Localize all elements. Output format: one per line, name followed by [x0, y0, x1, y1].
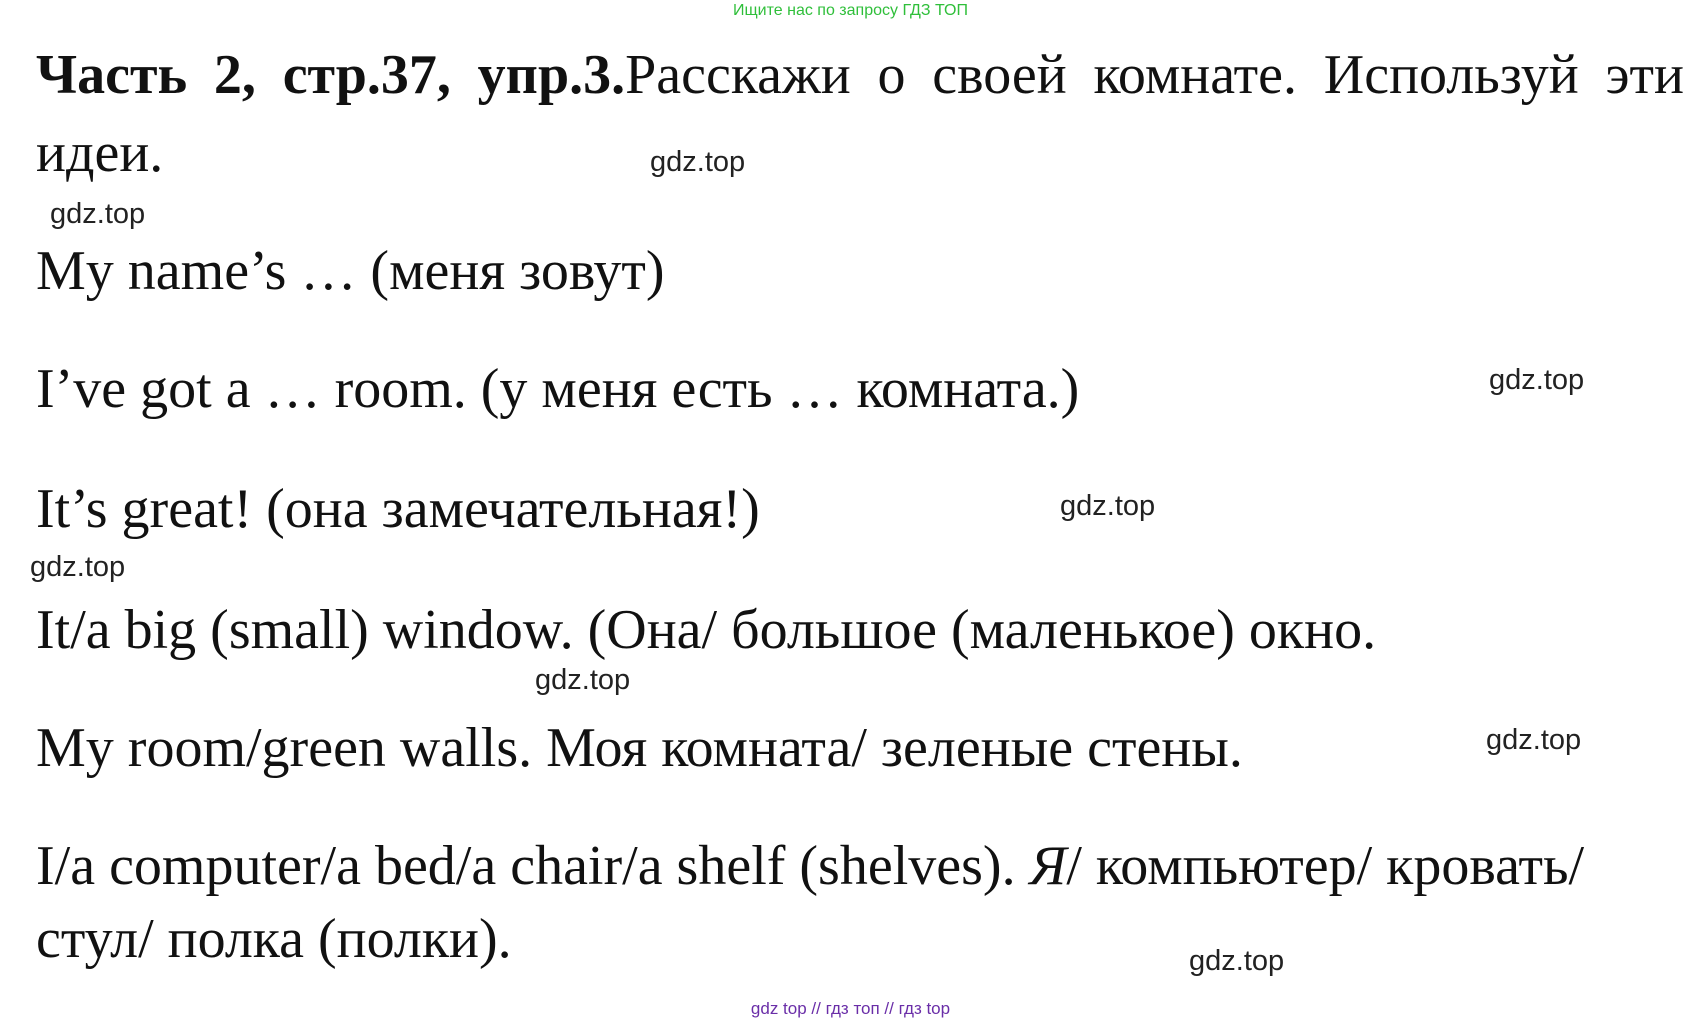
phrase-line-4: It/a big (small) window. (Она/ большое (маленькое) окно.	[36, 599, 1377, 661]
exercise-reference: Часть 2, стр.37, упр.3.	[36, 44, 626, 106]
phrase-line-3: It’s great! (она замечательная!)	[36, 478, 760, 540]
phrase-line-6-italic: Я	[1029, 835, 1067, 897]
watermark: gdz.top	[1060, 490, 1156, 522]
watermark: gdz.top	[1486, 724, 1582, 756]
watermark: gdz.top	[535, 664, 631, 696]
phrase-line-1: My name’s … (меня зовут)	[36, 240, 665, 302]
exercise-instruction: Расскажи о своей комнате. Используй эти	[625, 44, 1684, 106]
watermark: gdz.top	[650, 146, 746, 178]
watermark: gdz.top	[1189, 945, 1285, 977]
watermark: gdz.top	[30, 551, 126, 583]
exercise-instruction-continuation: идеи.	[36, 122, 164, 184]
phrase-line-6-russian: / компьютер/ кровать/	[1066, 835, 1585, 897]
phrase-line-6	[36, 833, 1584, 899]
phrase-line-5: My room/green walls. Моя комната/ зеленые стены.	[36, 717, 1243, 779]
top-banner: Ищите нас по запросу ГДЗ ТОП	[733, 2, 968, 19]
phrase-line-6-continuation: стул/ полка (полки).	[36, 908, 512, 970]
watermark: gdz.top	[1489, 364, 1585, 396]
bottom-banner: gdz top // гдз топ // гдз top	[750, 999, 951, 1018]
phrase-line-2: I’ve got a … room. (у меня есть … комната.)	[36, 358, 1080, 420]
exercise-title	[36, 42, 1684, 108]
phrase-line-6-english: I/a computer/a bed/a chair/a shelf (shelves).	[36, 835, 1030, 897]
watermark: gdz.top	[50, 198, 146, 230]
